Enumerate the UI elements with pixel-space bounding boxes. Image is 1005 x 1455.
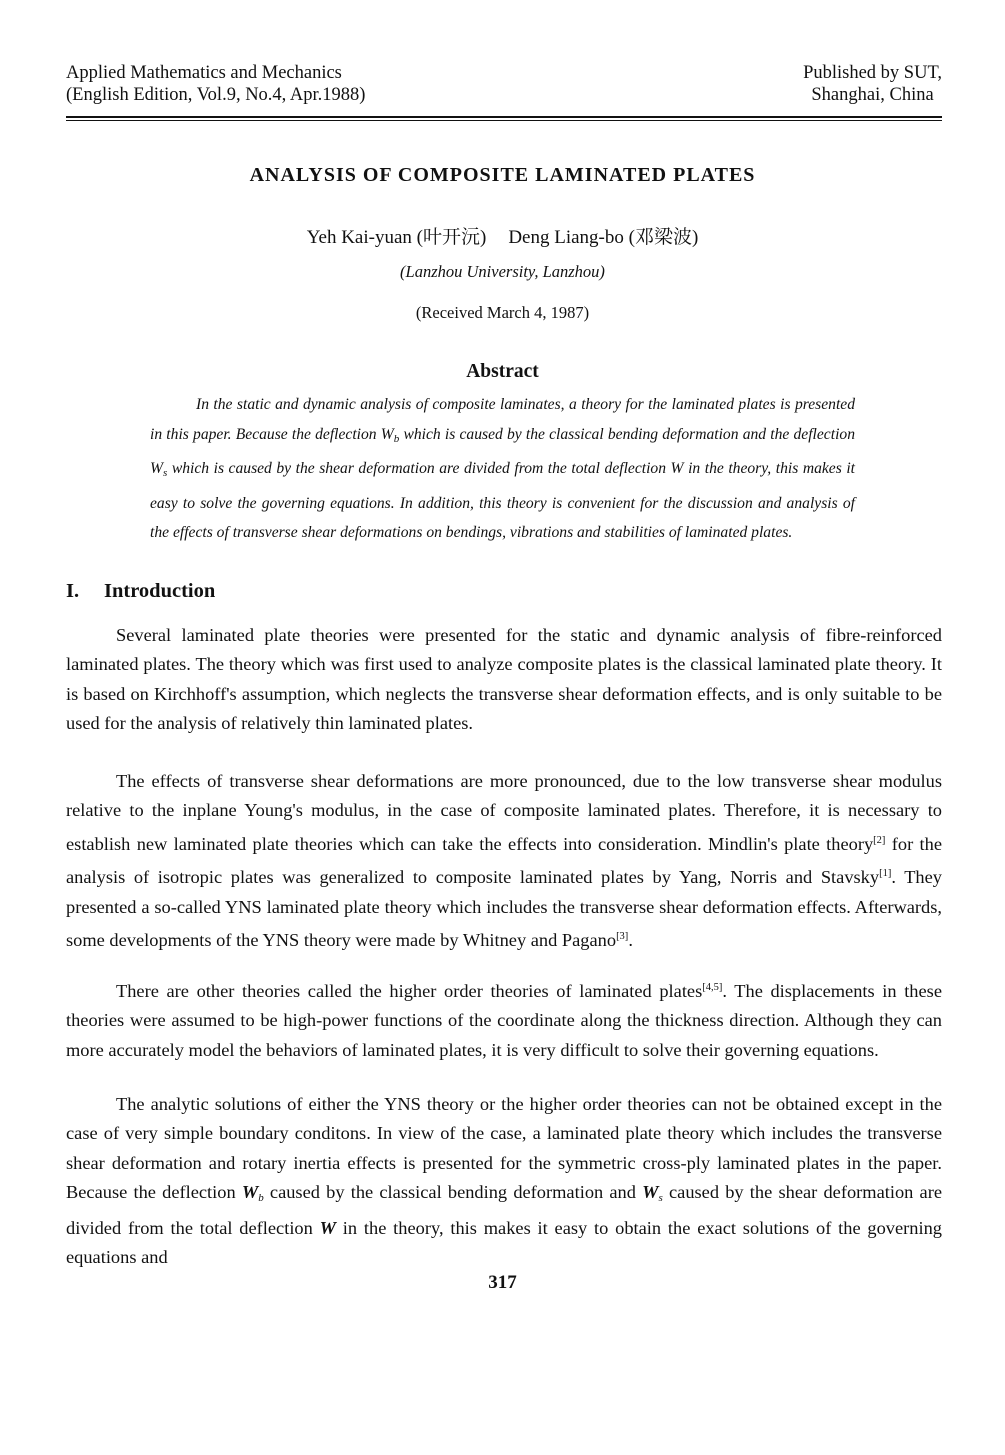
page-number: 317 — [488, 1272, 517, 1293]
p3-text-b: . The displacements in these theories were assumed to be high-power functions of the coordinate along the thickness direction. Although they can more accurately model the behaviors of laminated plates, it is very difficult to solve their governing equations. — [66, 981, 942, 1060]
citation-4-5: [4,5] — [702, 982, 723, 993]
p4-sub-s: s — [658, 1192, 663, 1205]
section-heading — [66, 580, 215, 603]
paragraph-1: Several laminated plate theories were presented for the static and dynamic analysis of fibre-reinforced laminated plates. The theory which was first used to analyze composite plates is the classical laminated plate theory. It is based on Kirchhoff's assumption, which neglects the transverse shear deformation effects, and is only suitable to be used for the analysis of relatively thin laminated plates. — [66, 625, 942, 734]
author-1: Yeh Kai-yuan (叶开沅) — [306, 227, 487, 248]
abstract-heading: Abstract — [466, 361, 539, 382]
section-number: I. — [66, 580, 80, 602]
header-rule-thin — [66, 120, 942, 121]
publisher-location: Shanghai, China — [811, 85, 934, 105]
section-title: Introduction — [104, 580, 216, 602]
p2-text-a: The effects of transverse shear deformations are more pronounced, due to the low transverse shear modulus relative to the inplane Young's modulus, in the case of composite laminated plates. Therefore, it is necessary to establish new laminated plate theories which can take the effects into consideration. Mindlin's plate theory — [66, 771, 942, 854]
citation-2: [2] — [873, 834, 886, 846]
p2-text-d: . — [628, 930, 633, 951]
paragraph-3 — [66, 973, 942, 1065]
p4-text-c: caused by the shear deformation are divided from the total deflection — [66, 1182, 942, 1238]
journal-info — [66, 62, 365, 106]
journal-name: Applied Mathematics and Mechanics — [66, 63, 342, 83]
p2-text-c: . They presented a so-called YNS laminated plate theory which includes the transverse shear deformation effects. Afterwards, some developments of the YNS theory were made by Whitney and Pagano — [66, 867, 942, 951]
header-rule-thick — [66, 116, 942, 118]
paragraph-2 — [66, 767, 942, 955]
affiliation: (Lanzhou University, Lanzhou) — [400, 262, 605, 281]
p4-var-w: W — [319, 1217, 336, 1238]
p4-var-wb: W — [241, 1182, 259, 1203]
abstract-var-ws: W — [150, 460, 163, 477]
p4-text-b: caused by the classical bending deformation and — [263, 1182, 643, 1203]
abstract-var-wb: W — [380, 425, 394, 443]
publisher-name: Published by SUT, — [803, 63, 942, 83]
author-2: Deng Liang-bo (邓梁波) — [508, 227, 699, 248]
abstract-sub-b: b — [393, 432, 400, 445]
paper-title: ANALYSIS OF COMPOSITE LAMINATED PLATES — [249, 164, 756, 186]
author-line — [0, 222, 1005, 249]
citation-3: [3] — [616, 931, 629, 943]
p4-text-d: in the theory, this makes it easy to obtain the exact solutions of the governing equations and — [66, 1217, 942, 1268]
abstract-text-b: which is caused by the classical bending deformation and the deflection — [399, 425, 855, 443]
running-header — [66, 62, 942, 114]
paragraph-4 — [66, 1090, 942, 1272]
p3-text-a: There are other theories called the higher order theories of laminated plates — [116, 981, 703, 1001]
received-date: (Received March 4, 1987) — [415, 303, 590, 322]
abstract-text-a: In the static and dynamic analysis of composite laminates, a theory for the laminated plates is presented in this paper. Because the deflection — [150, 396, 855, 443]
publisher-info — [803, 62, 942, 106]
p4-sub-b: b — [258, 1192, 264, 1205]
abstract-body — [150, 390, 855, 548]
abstract-text-c: which is caused by the shear deformation are divided from the total deflection W in the theory, this makes it easy to solve the governing equations. In addition, this theory is convenient for the discussion and analysis of the effects of transverse shear deformations on bendings, vibrations and stabilities of laminated plates. — [150, 460, 855, 541]
p2-text-b: for the analysis of isotropic plates was generalized to composite laminated plates by Yang, Norris and Stavsky — [66, 833, 942, 888]
p4-var-ws: W — [642, 1182, 659, 1203]
abstract-sub-s: s — [163, 467, 168, 479]
citation-1: [1] — [879, 868, 892, 880]
journal-edition: (English Edition, Vol.9, No.4, Apr.1988) — [66, 85, 366, 105]
p4-text-a: The analytic solutions of either the YNS theory or the higher order theories can not be obtained except in the case of very simple boundary conditons. In view of the case, a laminated plate theory which includes the transverse shear deformation and rotary inertia effects is presented for the symmetric cross-ply laminated plates in the paper. Because the deflection — [66, 1094, 942, 1203]
